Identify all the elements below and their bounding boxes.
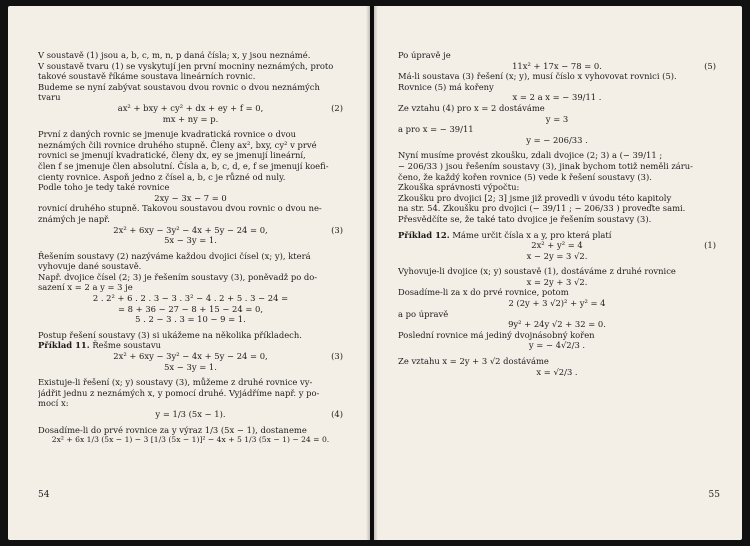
equation-text: 5x − 3y = 1. [164, 361, 217, 372]
text-line: na str. 54. Zkoušku pro dvojici (− 39/11 ; − 206/33 ) proveďte sami. [398, 203, 686, 214]
text-line: jádřit jednu z neznámých x, y pomocí druhé. Vyjádříme např. y po- [38, 387, 320, 398]
equation-text: 11x² + 17x − 78 = 0. [512, 60, 602, 71]
text-line: První z daných rovnic se jmenuje kvadratická rovnice o dvou [38, 129, 297, 140]
equation-last: 2x² + 6x 1/3 (5x − 1) − 3 [1/3 (5x − 1)]² − 4x + 5 1/3 (5x − 1) − 24 = 0. [51, 435, 330, 445]
text-line: mocí x: [38, 398, 69, 409]
text-line: Postup řešení soustavy (3) si ukážeme na několika příkladech. [38, 329, 302, 340]
equation-text: 2x² + y² = 4 [531, 240, 583, 251]
equation-text: y = 1/3 (5x − 1). [155, 409, 226, 419]
example-equation-b: x − 2y = 3 √2. [526, 250, 588, 261]
right-page [374, 6, 742, 540]
text-line: Poslední rovnice má jediný dvojnásobný kořen [398, 329, 595, 340]
text-line: a po úpravě [398, 308, 449, 319]
equation-number: (1) [704, 240, 716, 251]
text-line: Přesvědčíte se, že také tato dvojice je řešením soustavy (3). [398, 213, 652, 224]
y-value: y = 3 [545, 113, 569, 124]
text-line: Vyhovuje-li dvojice (x; y) soustavě (1), dostáváme z druhé rovnice [398, 266, 676, 277]
text-line: Má-li soustava (3) řešení (x; y), musí číslo x vyhovovat rovnici (5). [398, 71, 677, 82]
equation-number: (4) [331, 409, 343, 419]
text-line: a pro x = − 39/11 [398, 124, 474, 135]
page-number: 54 [38, 490, 50, 500]
text-line: V soustavě tvaru (1) se vyskytují jen první mocniny neznámých, proto [38, 60, 334, 71]
equation-number: (3) [331, 224, 343, 235]
y-value: y = − 206/33 . [526, 134, 588, 145]
equation-5 [398, 61, 716, 72]
equation-text: ax² + bxy + cy² + dx + ey + f = 0, [117, 102, 264, 113]
example-title: Příklad 11. [38, 340, 90, 351]
text-line: tvaru [38, 92, 61, 103]
text-line: Ze vztahu (4) pro x = 2 dostáváme [398, 102, 545, 113]
equation-text: 5x − 3y = 1. [164, 235, 217, 246]
equation-number: (3) [331, 351, 343, 362]
equation-text: 2x² + 6xy − 3y² − 4x + 5y − 24 = 0, [113, 224, 268, 235]
roots: x = 2 a x = − 39/11 . [512, 92, 602, 103]
text-line: neznámých čili rovnice druhého stupně. Členy ax², bxy, cy² v prvé [38, 139, 317, 150]
text-line: takové soustavě říkáme soustava lineárních rovnic. [38, 71, 256, 82]
right-page-text [398, 50, 716, 377]
equation-3 [38, 225, 343, 236]
equation-root: y = − 4√2/3 . [528, 340, 586, 351]
equation-text: mx + ny = p. [162, 113, 219, 124]
text-line: Zkouška správnosti výpočtu: [398, 182, 520, 193]
book-gutter [366, 6, 378, 540]
page-number: 55 [708, 490, 720, 500]
text-line: V soustavě (1) jsou a, b, c, m, n, p daná čísla; x, y jsou neznámé. [38, 50, 311, 60]
equation-mid: 2xy − 3x − 7 = 0 [154, 192, 227, 203]
text-line: známých je např. [38, 213, 110, 224]
text-line: − 206/33 ) jsou řešením soustavy (3), jinak bychom totiž neměli záru- [398, 160, 693, 171]
text-line: Po úpravě je [398, 50, 451, 60]
equation-4 [38, 409, 343, 420]
text-line: rovnici se jmenují kvadratické, členy dx, ey se jmenují lineární, [38, 150, 306, 161]
example-equation [38, 351, 343, 362]
equation-final: x = √2/3 . [536, 366, 578, 377]
equation-3b [38, 235, 343, 246]
text-line: Existuje-li řešení (x; y) soustavy (3), můžeme z druhé rovnice vy- [38, 377, 313, 388]
equation-x: x = 2y + 3 √2. [526, 276, 588, 287]
example-heading [398, 230, 716, 241]
text-line: rovnicí druhého stupně. Takovou soustavou dvou rovnic o dvou ne- [38, 203, 322, 214]
equation-number: (2) [331, 102, 343, 113]
example-equation-b [38, 362, 343, 373]
text-line: Rovnice (5) má kořeny [398, 81, 494, 92]
text-line: vyhovuje dané soustavě. [38, 261, 142, 272]
equation-2 [38, 103, 343, 114]
text-line: člen f se jmenuje člen absolutní. Čísla a, b, c, d, e, f se jmenují koefi- [38, 160, 329, 171]
calc-line: 5 . 2 − 3 . 3 = 10 − 9 = 1. [135, 314, 246, 325]
calc-line: 2 . 2² + 6 . 2 . 3 − 3 . 3² − 4 . 2 + 5 . 3 − 24 = [92, 293, 289, 304]
text-line: Podle toho je tedy také rovnice [38, 182, 170, 193]
equation-sub: 2 (2y + 3 √2)² + y² = 4 [508, 298, 606, 309]
left-page-text [38, 50, 343, 446]
text-line: Budeme se nyní zabývat soustavou dvou rovnic o dvou neznámých [38, 81, 320, 92]
example-text: Řešme soustavu [92, 340, 161, 351]
equation-number: (5) [704, 60, 716, 71]
text-line: Ze vztahu x = 2y + 3 √2 dostáváme [398, 356, 549, 367]
text-line: cienty rovnice. Aspoň jedno z čísel a, b, c je různé od nuly. [38, 171, 286, 182]
equation-up: 9y² + 24y √2 + 32 = 0. [508, 319, 606, 330]
text-line: Např. dvojice čísel (2; 3) je řešením soustavy (3), poněvadž po do- [38, 271, 318, 282]
left-page [8, 6, 370, 540]
equation-2b [38, 114, 343, 125]
text-line: Dosadíme-li za x do prvé rovnice, potom [398, 287, 569, 298]
example-title: Příklad 12. [398, 229, 450, 240]
example-equation [398, 240, 716, 251]
example-text: Máme určit čísla x a y, pro která platí [452, 229, 612, 240]
text-line: Dosadíme-li do prvé rovnice za y výraz 1/3 (5x − 1), dostaneme [38, 424, 307, 435]
calc-line: = 8 + 36 − 27 − 8 + 15 − 24 = 0, [117, 303, 263, 314]
equation-text: 2x² + 6xy − 3y² − 4x + 5y − 24 = 0, [113, 351, 268, 362]
text-line: Zkoušku pro dvojici [2; 3] jsme již provedli v úvodu této kapitoly [398, 192, 672, 203]
text-line: Nyní musíme provést zkoušku, zdali dvojice (2; 3) a (− 39/11 ; [398, 150, 663, 161]
text-line: sazení x = 2 a y = 3 je [38, 282, 133, 293]
text-line: Řešením soustavy (2) nazýváme každou dvojici čísel (x; y), která [38, 250, 311, 261]
example-heading [38, 340, 343, 351]
text-line: čeno, že každý kořen rovnice (5) vede k řešení soustavy (3). [398, 171, 652, 182]
